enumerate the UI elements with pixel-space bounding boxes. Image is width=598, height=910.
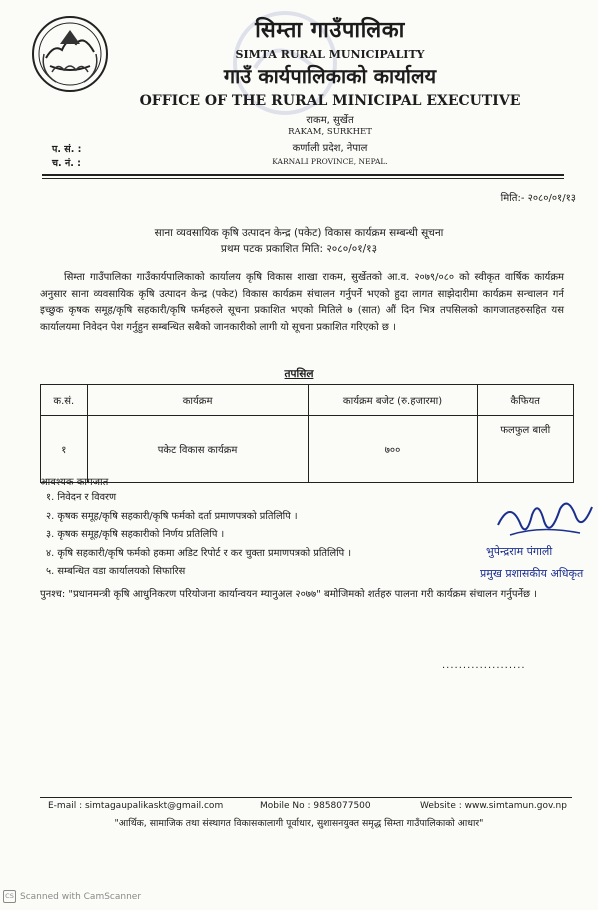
signatory-title: प्रमुख प्रशासकीय अधिकृत <box>480 567 584 580</box>
footer-divider <box>40 797 572 798</box>
postscript-note: पुनश्च: "प्रधानमन्त्री कृषि आधुनिकरण परियोजना कार्यान्वयन म्यानुअल २०७७" बमोजिमको शर्तहरु पालना गरी कार्यक्रम संचालन गर्नुपर्नेछ । <box>40 589 538 600</box>
executive-office-english: OFFICE OF THE RURAL MINICIPAL EXECUTIVE <box>139 93 521 109</box>
letter-date: मिति:- २०८०/०१/१३ <box>500 193 576 204</box>
required-documents-heading: आवश्यक कागजात <box>40 477 109 488</box>
notice-body: सिम्ता गाउँपालिका गाउँकार्यपालिकाको कार्यालय कृषि विकास शाखा राकम, सुर्खेतको आ.व. २०७९/०८० को स्वीकृत वार्षिक कार्यक्रम अनुसार साना व्यवसायिक कृषि उत्पादन केन्द्र (पकेट) विकास कार्यक्रम संचालन गर्नुपर्ने भएको हुदा लागत साझेदारीमा कार्यक्रम सन्चालन गर्न इच्छुक कृषक समूह/कृषि सहकारी/कृषि फर्महरुले सूचना प्रकाशित भएको मितिले ७ (सात) औं दिन भित्र तपसिलको कागजातहरुसहित यस कार्यालयमा निवेदन पेश गर्नुहुन सम्बन्धित सबैको जानकारीको लागी यो सूचना प्रकाशित गरिएको छ । <box>40 272 564 333</box>
camscanner-icon: CS <box>3 890 16 903</box>
executive-office-nepali: गाउँ कार्यपालिकाको कार्यालय <box>223 64 437 88</box>
required-documents-list <box>46 489 351 582</box>
list-item: २. कृषक समूह/कृषि सहकारी/कृषि फर्मको दर्ता प्रमाणपत्रको प्रतिलिपि । <box>46 510 298 522</box>
scanner-label: Scanned with CamScanner <box>20 892 142 902</box>
list-item: ४. कृषि सहकारी/कृषि फर्मको हकमा अडिट रिपोर्ट र कर चुक्ता प्रमाणपत्रको प्रतिलिपि । <box>46 547 352 559</box>
table-row <box>41 416 574 483</box>
signatory-name: भुपेन्द्रराम पंगाली <box>486 545 553 558</box>
header-divider <box>42 174 564 176</box>
program-table <box>40 384 574 483</box>
column-header-program: कार्यक्रम <box>87 385 308 416</box>
details-heading: तपसिल <box>284 368 314 380</box>
footer-email: E-mail : simtagaupalikaskt@gmail.com <box>48 801 224 811</box>
office-name-english: SIMTA RURAL MUNICIPALITY <box>235 48 425 61</box>
column-header-budget: कार्यक्रम बजेट (रु.हजारमा) <box>308 385 477 416</box>
list-item: १. निवेदन र विवरण <box>46 492 117 503</box>
reference-number-label: प. सं. : <box>52 144 82 155</box>
footer-mobile: Mobile No : 9858077500 <box>260 801 371 811</box>
scanner-watermark <box>3 890 141 903</box>
list-item: ३. कृषक समूह/कृषि सहकारीको निर्णय प्रतिलिपि । <box>46 529 225 540</box>
footer-motto: "आर्थिक, सामाजिक तथा संस्थागत विकासकालागी पूर्वाधार, सुशासनयुक्त समृद्ध सिम्ता गाउँपालिकाको आधार" <box>114 818 484 829</box>
list-item: ५. सम्बन्धित वडा कार्यालयको सिफारिस <box>46 566 186 577</box>
location-nepali: राकम, सुर्खेत <box>306 115 354 126</box>
signature-stamp <box>480 495 598 600</box>
table-header-row <box>41 385 574 416</box>
header-divider-thin <box>42 178 564 179</box>
nepal-emblem-icon <box>30 14 110 94</box>
province-english: KARNALI PROVINCE, NEPAL. <box>272 157 388 166</box>
first-published-date: प्रथम पटक प्रकाशित मिति: २०८०/०१/१३ <box>220 243 378 255</box>
location-english: RAKAM, SURKHET <box>288 127 372 137</box>
cell-remarks: फलफुल बाली <box>477 416 573 483</box>
cell-program: पकेट विकास कार्यक्रम <box>87 416 308 483</box>
signature-line: .................... <box>442 660 526 671</box>
cell-budget: ७०० <box>308 416 477 483</box>
office-name-nepali: सिम्ता गाउँपालिका <box>255 18 405 43</box>
footer-website: Website : www.simtamun.gov.np <box>420 801 567 811</box>
subject-line: साना व्यवसायिक कृषि उत्पादन केन्द्र (पकेट) विकास कार्यक्रम सम्बन्धी सूचना <box>154 227 444 239</box>
column-header-remarks: कैफियत <box>477 385 573 416</box>
cell-sn: १ <box>41 416 88 483</box>
province-nepali: कर्णाली प्रदेश, नेपाल <box>292 143 368 154</box>
column-header-sn: क.सं. <box>41 385 88 416</box>
dispatch-number-label: च. नं. : <box>52 158 81 169</box>
